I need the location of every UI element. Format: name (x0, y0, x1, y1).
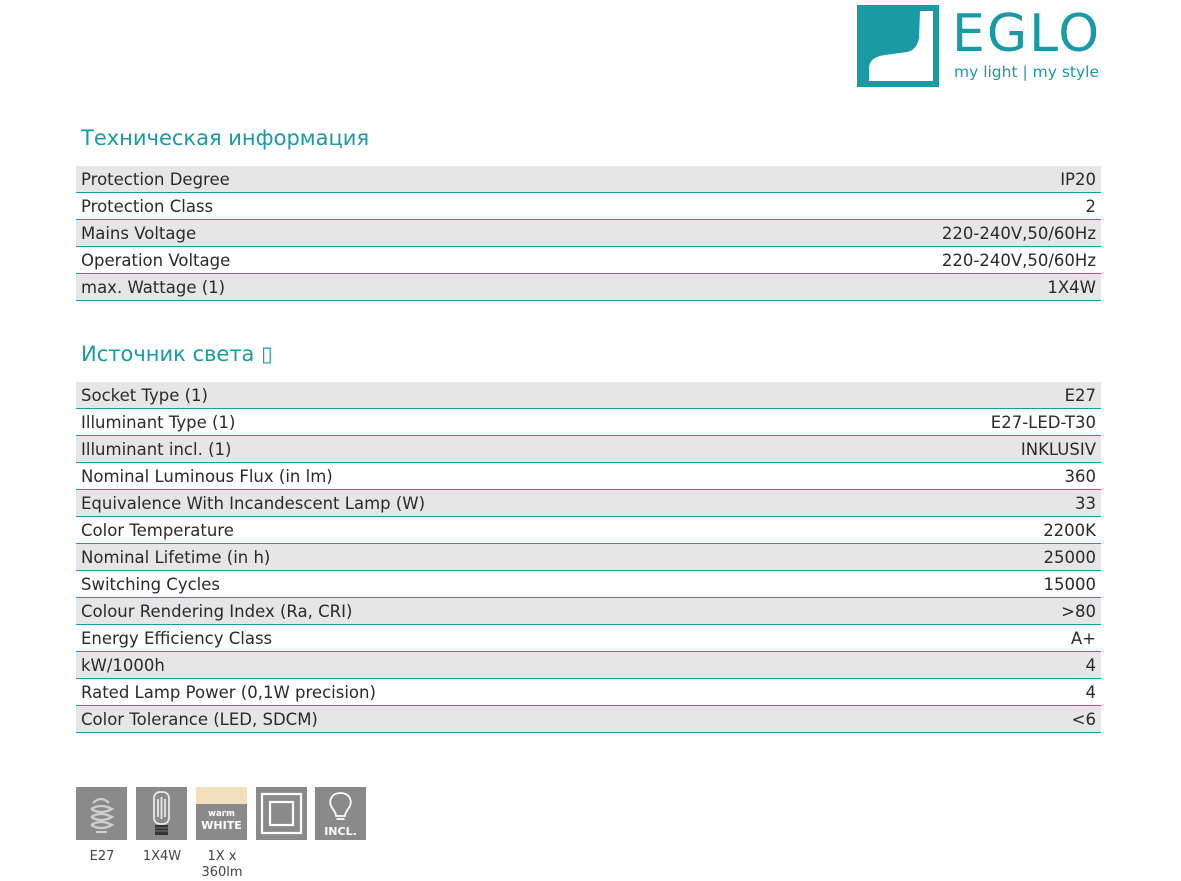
table-row (76, 166, 1101, 193)
incl-label: INCL. (324, 825, 357, 838)
row-label: Protection Degree (81, 169, 230, 189)
row-label: Colour Rendering Index (Ra, CRI) (81, 601, 353, 621)
flux-caption-line1: 1X x (207, 849, 237, 864)
row-value: 1X4W (1047, 277, 1096, 297)
table-row (76, 598, 1101, 625)
light-source-title: Источник света ▯ (81, 342, 273, 366)
row-value: <6 (1071, 709, 1096, 729)
socket-e27-icon (76, 787, 127, 840)
row-value: >80 (1061, 601, 1096, 621)
row-value: 220-240V,50/60Hz (941, 223, 1096, 243)
row-value: E27-LED-T30 (990, 412, 1096, 432)
row-label: Mains Voltage (81, 223, 197, 243)
table-row (76, 409, 1101, 436)
table-row (76, 274, 1101, 301)
row-label: Nominal Lifetime (in h) (81, 547, 271, 567)
warm-white-icon (196, 787, 247, 840)
table-row (76, 463, 1101, 490)
row-value: IP20 (1060, 169, 1096, 189)
row-label: kW/1000h (81, 655, 165, 675)
brand-tagline: my light | my style (954, 63, 1099, 81)
tube-bulb-icon (136, 787, 187, 840)
socket-caption: E27 (89, 849, 115, 864)
row-label: Energy Efficiency Class (81, 628, 273, 648)
technical-info-title: Техническая информация (81, 126, 370, 150)
row-label: Socket Type (1) (81, 385, 208, 405)
row-value: 4 (1085, 682, 1096, 702)
table-row (76, 220, 1101, 247)
row-label: Color Tolerance (LED, SDCM) (81, 709, 318, 729)
table-row (76, 490, 1101, 517)
row-value: INKLUSIV (1020, 439, 1096, 459)
warm-label: warm (208, 809, 235, 819)
table-row (76, 544, 1101, 571)
bulb-included-icon (315, 787, 366, 840)
row-value: 33 (1075, 493, 1096, 513)
row-label: Switching Cycles (81, 574, 221, 594)
row-label: Rated Lamp Power (0,1W precision) (81, 682, 376, 702)
row-value: 360 (1064, 466, 1096, 486)
row-label: max. Wattage (1) (81, 277, 226, 297)
table-row (76, 517, 1101, 544)
table-row (76, 625, 1101, 652)
row-value: 15000 (1043, 574, 1096, 594)
row-value: E27 (1064, 385, 1096, 405)
row-value: 2 (1085, 196, 1096, 216)
eglo-logo (857, 5, 1107, 87)
row-value: 2200K (1043, 520, 1096, 540)
table-row (76, 436, 1101, 463)
light-source-table (76, 382, 1101, 733)
row-label: Equivalence With Incandescent Lamp (W) (81, 493, 426, 513)
table-row (76, 247, 1101, 274)
row-label: Protection Class (81, 196, 214, 216)
white-label: WHITE (201, 819, 242, 832)
brand-name: EGLO (952, 4, 1102, 64)
table-row (76, 571, 1101, 598)
table-row (76, 193, 1101, 220)
protection-class-2-icon (256, 787, 307, 840)
row-value: 220-240V,50/60Hz (941, 250, 1096, 270)
row-value: 4 (1085, 655, 1096, 675)
table-row (76, 706, 1101, 733)
wattage-caption: 1X4W (142, 849, 182, 864)
row-label: Operation Voltage (81, 250, 231, 270)
row-label: Color Temperature (81, 520, 234, 540)
table-row (76, 382, 1101, 409)
technical-info-table (76, 166, 1101, 301)
eglo-logo-mark-icon (857, 5, 939, 87)
table-row (76, 679, 1101, 706)
flux-caption (192, 849, 252, 881)
row-label: Illuminant Type (1) (81, 412, 236, 432)
row-value: A+ (1070, 628, 1096, 648)
row-label: Illuminant incl. (1) (81, 439, 232, 459)
flux-caption-line2: 360lm (201, 865, 243, 880)
row-value: 25000 (1043, 547, 1096, 567)
table-row (76, 652, 1101, 679)
row-label: Nominal Luminous Flux (in lm) (81, 466, 333, 486)
